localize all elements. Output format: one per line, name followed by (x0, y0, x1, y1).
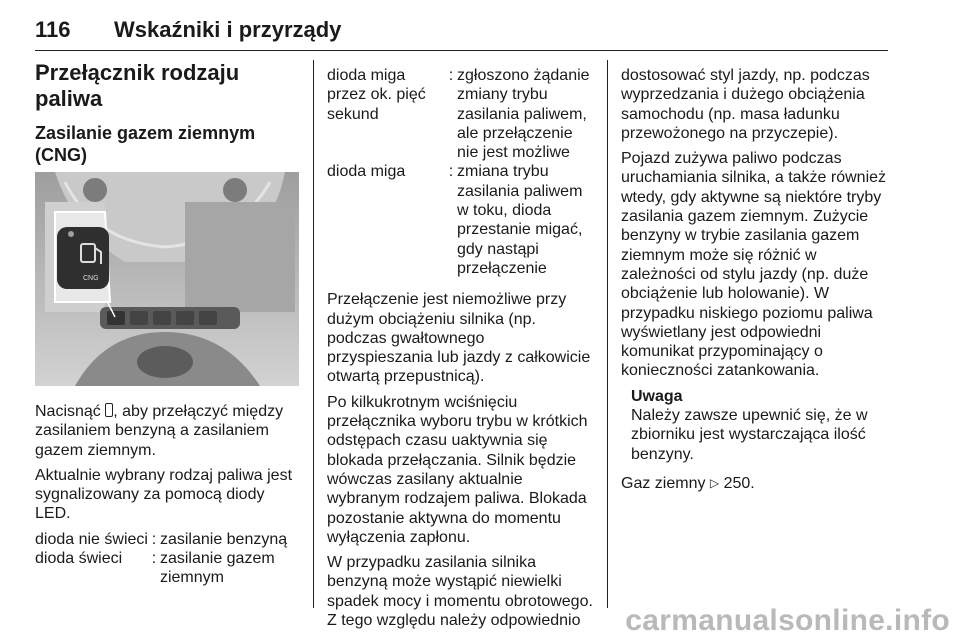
watermark: carmanualsonline.info (625, 604, 950, 637)
paragraph: Przełączenie jest niemożliwe przy dużym obciążeniu silnika (np. podczas gwałtownego przyspieszania lub jazdy z całkowicie otwartą przepustnicą). (327, 291, 591, 386)
chapter-heading: Przełącznik rodzaju paliwa (35, 60, 240, 111)
dashboard-illustration (35, 172, 299, 386)
column-divider (607, 60, 608, 608)
page-header (35, 10, 888, 51)
table-row: dioda świeci : zasilanie gazem ziemnym (35, 550, 275, 587)
table-row: dioda miga przez ok. pięć sekund : zgłoszono żądanie zmiany trybu zasilania paliwem, ale przełączenie nie jest możliwe (327, 67, 590, 162)
led-status-table (35, 530, 299, 588)
table-row: dioda nie świeci : zasilanie benzyną (35, 530, 288, 548)
column-1 (35, 60, 299, 600)
column-3 (621, 66, 891, 499)
note-box (631, 387, 891, 464)
table-row: dioda miga : zmiana trybu zasilania paliwem w toku, dioda przestanie migać, gdy nastąpi przełączenie (327, 163, 583, 277)
led-blink-table (327, 66, 593, 278)
sub-heading: Zasilanie gazem ziemnym (CNG) (35, 123, 256, 165)
column-divider (313, 60, 314, 608)
paragraph: Nacisnąć , aby przełączyć między zasilaniem benzyną a zasilaniem gazem ziemnym. (35, 403, 284, 459)
column-2 (327, 66, 593, 636)
cng-label: CNG (83, 275, 99, 282)
note-title: Uwaga (631, 387, 683, 405)
section-title: Wskaźniki i przyrządy (114, 17, 342, 42)
dashboard-figure (35, 172, 299, 386)
note-text: Należy zawsze upewnić się, że w zbiorniku jest wystarczająca ilość benzyny. (631, 407, 868, 463)
paragraph: Aktualnie wybrany rodzaj paliwa jest sygnalizowany za pomocą diody LED. (35, 466, 293, 523)
paragraph: Pojazd zużywa paliwo podczas uruchamiania silnika, a także również wtedy, gdy aktywne są niektóre tryby zasilania gazem ziemnym. Zużycie benzyny w trybie zasilania gazem ziemnym może się różnić w zależności od stylu jazdy (np. duże obciążenie lub holowanie). W przypadku niskiego poziomu paliwa wyświetlany jest odpowiedni komunikat przypominający o konieczności zatankowania. (621, 150, 887, 380)
cross-reference[interactable]: Gaz ziemny ▷ 250. (621, 474, 755, 492)
paragraph: Po kilkukrotnym wciśnięciu przełącznika wyboru trybu w krótkich odstępach czasu uaktywnia się blokada przełączania. Silnik będzie wówczas zasilany aktualnie wybranym rodzajem paliwa. Blokada pozostanie aktywna do momentu wyłączenia zapłonu. (327, 393, 588, 546)
page-number: 116 (35, 17, 71, 42)
paragraph: W przypadku zasilania silnika benzyną może wystąpić niewielki spadek mocy i momentu obrotowego. Z tego względu należy odpowiednio (327, 554, 593, 630)
paragraph: dostosować styl jazdy, np. podczas wyprzedzania i dużego obciążenia samochodu (np. masa ładunku przewożonego na przyczepie). (621, 67, 870, 142)
page-arrow-icon: ▷ (709, 475, 720, 490)
